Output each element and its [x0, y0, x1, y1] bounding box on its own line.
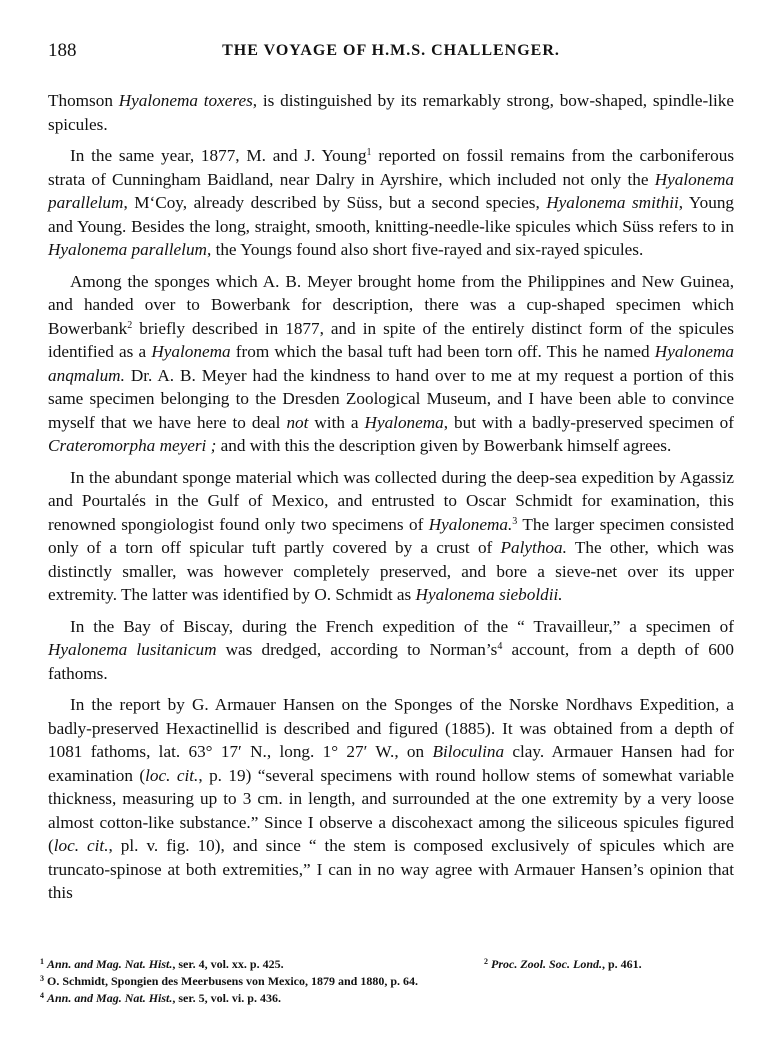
book-page	[48, 40, 734, 913]
paragraph	[48, 615, 734, 686]
italic-term: Crateromorpha meyeri ;	[48, 436, 217, 455]
italic-term: loc. cit.	[145, 765, 199, 785]
text-run: Proc. Zool. Soc. Lond.	[491, 957, 602, 971]
italic-term: Hyalonema anqmalum.	[48, 342, 735, 385]
text-run: , but with a badly-preserved specimen of	[443, 412, 734, 432]
footnote-2	[484, 956, 642, 973]
text-run: , Young and Young. Besides the long, straight, smooth, knitting-needle-like spicules which Süss refers to in	[48, 193, 735, 236]
text-run: clay. Armauer Hansen had for examination (	[48, 742, 735, 785]
text-run: , ser. 4, vol. xx. p. 425.	[172, 957, 284, 971]
text-run: , p. 461.	[602, 957, 642, 971]
italic-term: Hyalonema	[364, 412, 444, 432]
paragraph	[48, 144, 734, 262]
paragraph	[48, 693, 734, 905]
text-run: , ser. 5, vol. vi. p. 436.	[172, 991, 281, 1005]
paragraph	[48, 466, 734, 607]
italic-term: Hyalonema	[151, 342, 231, 361]
text-run: Dr. A. B. Meyer had the kindness to hand over to me at my request a portion of this same specimen belonging to the Dresden Zoological Museum, and I have been able to convince myself that we have here to deal	[48, 365, 734, 432]
italic-term: Hyalonema parallelum	[48, 240, 207, 259]
footnote-ref: 4	[497, 641, 503, 652]
footnote-ref: 3	[512, 515, 518, 527]
text-run: The larger specimen consisted only of a torn off spicular tuft partly covered by a crust of	[48, 514, 734, 557]
italic-term: not	[286, 412, 309, 432]
text-run: was dredged, according to Norman’s	[216, 640, 498, 659]
footnote-ref: 1	[366, 147, 372, 158]
footnote-mark: 4	[40, 991, 44, 1000]
italic-term: Hyalonema lusitanicum	[48, 640, 217, 659]
page-number: 188	[48, 40, 77, 61]
text-run: The other, which was distinctly smaller, was however completely preserved, and bore a sieve-net over its upper extremity. The latter was identified by O. Schmidt as	[48, 538, 734, 604]
footnote-text	[44, 991, 281, 1005]
footnotes	[40, 956, 700, 1007]
text-run: Thomson	[48, 91, 119, 110]
italic-term: Hyalonema smithii	[546, 193, 679, 212]
text-run: , p. 19) “several specimens with round hollow stems of somewhat variable thickness, measuring up to 3 cm. in length, and surrounded at the one extremity by a very loose almost cotton-like substance.” Since I observe a discohexact among the siliceous spicules figured (	[48, 765, 734, 855]
footnote-text	[488, 957, 642, 971]
text-run: Ann. and Mag. Nat. Hist.	[47, 957, 173, 971]
body-text	[48, 89, 734, 905]
italic-term: Hyalonema.	[428, 514, 513, 534]
text-run: Among the sponges which A. B. Meyer brought home from the Philippines and New Guinea, and handed over to Bowerbank for description, there was a cup-shaped specimen which Bowerbank	[48, 271, 734, 338]
footnote-mark: 1	[40, 957, 44, 966]
text-run: and with this the description given by Bowerbank himself agrees.	[216, 436, 672, 455]
footnote-row	[40, 956, 700, 973]
text-run: , pl. v. fig. 10), and since “ the stem is composed exclusively of spicules which are truncato-spinose at both extremities,” I can in no way agree with Armauer Hansen’s opinion that this	[48, 836, 734, 902]
text-run: account, from a depth of 600 fathoms.	[48, 640, 734, 683]
text-run: In the Bay of Biscay, during the French expedition of the “ Travailleur,” a specimen of	[70, 616, 734, 636]
text-run: , the Youngs found also short five-rayed and six-rayed spicules.	[206, 240, 644, 259]
footnote-mark: 2	[484, 957, 488, 966]
text-run: In the abundant sponge material which was collected during the deep-sea expedition by Agassiz and Pourtalés in the Gulf of Mexico, and entrusted to Oscar Schmidt for examination, this renowned spongiologist found only two specimens of	[48, 467, 734, 534]
paragraph	[48, 89, 734, 136]
footnote-text	[44, 957, 284, 971]
italic-term: loc. cit.	[53, 836, 109, 855]
footnote-4	[40, 990, 281, 1007]
footnote-ref: 2	[127, 319, 133, 331]
footnote-mark: 3	[40, 974, 44, 983]
italic-term: Palythoa.	[500, 538, 567, 557]
text-run: , is distinguished by its remarkably strong, bow-shaped, spindle-like spicules.	[48, 91, 735, 134]
footnote-row	[40, 990, 700, 1007]
running-head: THE VOYAGE OF H.M.S. CHALLENGER.	[222, 42, 560, 59]
italic-term: Hyalonema sieboldii.	[415, 585, 563, 604]
italic-term: Hyalonema toxeres	[118, 91, 253, 110]
text-run: In the same year, 1877, M. and J. Young	[70, 146, 367, 165]
footnote-1	[40, 956, 284, 973]
footnote-row	[40, 973, 700, 990]
text-run: briefly described in 1877, and in spite of the entirely distinct form of the spicules identified as a	[48, 318, 734, 361]
text-run: Ann. and Mag. Nat. Hist.	[47, 991, 173, 1005]
text-run: with a	[308, 412, 365, 432]
page-header	[48, 40, 734, 70]
paragraph	[48, 270, 734, 458]
italic-term: Biloculina	[432, 742, 505, 761]
italic-term: Hyalonema parallelum	[48, 169, 734, 212]
footnote-3	[40, 973, 418, 990]
text-run: In the report by G. Armauer Hansen on the Sponges of the Norske Nordhavs Expedition, a badly-preserved Hexactinellid is described and figured (1885). It was obtained from a depth of 1081 fathoms, lat. 63° 17′ N., long. 1° 27′ W., on	[48, 695, 734, 761]
text-run: , M‘Coy, already described by Süss, but a second species,	[123, 193, 547, 212]
text-run: reported on fossil remains from the carboniferous strata of Cunningham Baidland, near Dalry in Ayrshire, which included not only the	[48, 146, 735, 189]
footnote-text: O. Schmidt, Spongien des Meerbusens von Mexico, 1879 and 1880, p. 64.	[44, 974, 419, 988]
text-run: from which the basal tuft had been torn off. This he named	[230, 342, 655, 361]
